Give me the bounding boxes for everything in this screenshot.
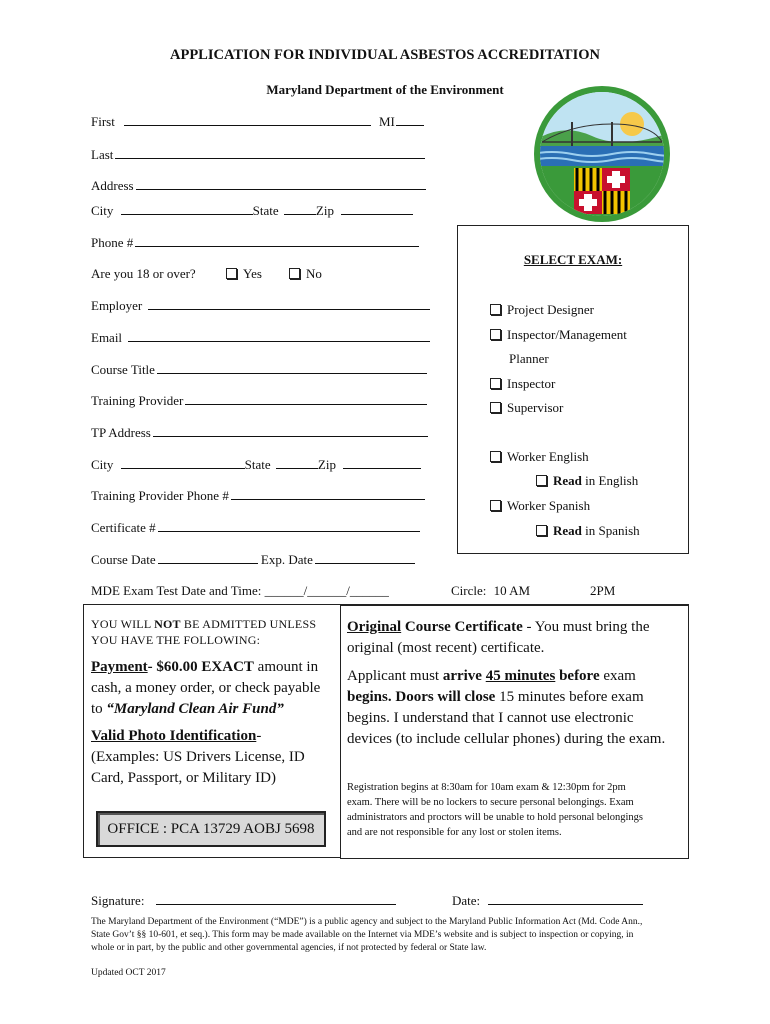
exam-option-worker-spanish[interactable]	[490, 498, 590, 514]
age-question-label: Are you 18 or over?	[91, 266, 196, 281]
checkbox-icon[interactable]	[490, 378, 501, 389]
tp-phone-label: Training Provider Phone #	[91, 488, 229, 503]
form-title: APPLICATION FOR INDIVIDUAL ASBESTOS ACCREDITATION	[170, 47, 600, 63]
read-english-option[interactable]	[536, 473, 638, 489]
exam-option-inspector-management[interactable]	[490, 327, 627, 343]
city-state-zip-row[interactable]	[91, 203, 413, 219]
signature-field[interactable]	[91, 893, 396, 909]
employer-label: Employer	[91, 298, 143, 313]
checkbox-icon[interactable]	[226, 268, 237, 279]
admission-requirements-box	[83, 604, 341, 858]
training-provider-label: Training Provider	[91, 393, 184, 408]
read-word: Read	[553, 523, 582, 538]
middle-initial-field[interactable]	[379, 114, 424, 130]
tp-address-label: TP Address	[91, 425, 151, 440]
exam-date-label: MDE Exam Test Date and Time:	[91, 583, 262, 598]
employer-field[interactable]	[91, 298, 430, 314]
read-word: Read	[553, 473, 582, 488]
certificate-label: Certificate #	[91, 520, 156, 535]
original-certificate-note: Original Course Certificate - You must bring the original (most recent) certificate.	[347, 619, 650, 656]
select-exam-box	[457, 225, 689, 554]
tp-zip-label: Zip	[317, 457, 336, 472]
phone-field[interactable]	[91, 235, 419, 251]
tp-phone-field[interactable]	[91, 488, 425, 504]
course-date-label: Course Date	[91, 552, 156, 567]
exam-option-project-designer[interactable]	[490, 302, 594, 318]
exam-option-inspector[interactable]	[490, 376, 555, 392]
zip-label: Zip	[315, 203, 334, 218]
no-label: No	[306, 266, 322, 281]
payment-info: Payment- $60.00 EXACT amount in cash, a money order, or check payable to “Maryland Clean Air Fund”	[91, 659, 321, 717]
circle-label: Circle:	[451, 583, 487, 598]
last-name-label: Last	[91, 147, 114, 162]
time-pm-option[interactable]: 2PM	[590, 583, 616, 598]
exam-option-worker-english[interactable]	[490, 449, 589, 465]
age-question	[91, 266, 196, 282]
middle-initial-label: MI	[379, 114, 395, 129]
arrival-note: Applicant must arrive 45 minutes before exam begins. Doors will close 15 minutes before exam begins. I understand that I cannot use electronic devices (to include cellular phones) during the exam.	[347, 668, 666, 747]
checkbox-icon[interactable]	[490, 304, 501, 315]
tp-city-label: City	[91, 457, 114, 472]
phone-label: Phone #	[91, 235, 134, 250]
address-field[interactable]	[91, 178, 426, 194]
training-provider-field[interactable]	[91, 393, 427, 409]
photo-id-info: Valid Photo Identification- (Examples: US Drivers License, ID Card, Passport, or Military ID)	[91, 728, 305, 786]
course-title-label: Course Title	[91, 362, 155, 377]
yes-label: Yes	[243, 266, 262, 281]
updated-date: Updated OCT 2017	[91, 968, 166, 978]
exam-date-row[interactable]	[91, 583, 389, 599]
option-label: Project Designer	[507, 302, 595, 317]
course-exp-date-row[interactable]	[91, 552, 415, 568]
option-label: Worker Spanish	[507, 498, 591, 513]
mde-logo	[532, 84, 672, 224]
tp-address-field[interactable]	[91, 425, 428, 441]
address-label: Address	[91, 178, 134, 193]
registration-note: Registration begins at 8:30am for 10am exam & 12:30pm for 2pm exam. There will be no lockers to secure personal belongings. Exam administrators and proctors will be unable to hold personal belongings and are not responsible for any lost or stolen items.	[347, 782, 643, 838]
time-am-option[interactable]: 10 AM	[493, 583, 531, 598]
exam-date-blanks[interactable]: ______/______/______	[264, 583, 389, 598]
office-code-box: OFFICE : PCA 13729 AOBJ 5698	[96, 811, 326, 847]
last-name-field[interactable]	[91, 147, 425, 163]
tp-city-state-zip-row[interactable]	[91, 457, 421, 473]
public-info-disclaimer: The Maryland Department of the Environment (“MDE”) is a public agency and subject to the Maryland Public Information Act (Md. Code Ann., State Gov’t §§ 10-601, et seq.). This form may be made available on the Internet via MDE’s website and is subject to inspection or copying, in whole or in part, by the public and other governmental agencies, if not protected by federal or State law.	[91, 917, 643, 953]
checkbox-icon[interactable]	[490, 500, 501, 511]
date-field[interactable]	[452, 893, 643, 909]
checkbox-icon[interactable]	[490, 402, 501, 413]
option-label: Supervisor	[507, 400, 564, 415]
exp-date-label: Exp. Date	[260, 552, 313, 567]
first-name-label: First	[91, 114, 115, 129]
read-spanish-label: in Spanish	[585, 523, 640, 538]
first-name-field[interactable]	[91, 114, 371, 130]
email-label: Email	[91, 330, 123, 345]
date-label: Date:	[452, 893, 481, 908]
option-label: Worker English	[507, 449, 589, 464]
read-english-label: in English	[585, 473, 639, 488]
admission-notice: YOU WILL NOT BE ADMITTED UNLESS YOU HAVE THE FOLLOWING:	[91, 617, 317, 647]
exam-option-planner-label: Planner	[509, 351, 549, 366]
course-title-field[interactable]	[91, 362, 427, 378]
checkbox-icon[interactable]	[536, 475, 547, 486]
certificate-field[interactable]	[91, 520, 420, 536]
checkbox-icon[interactable]	[536, 525, 547, 536]
exam-instructions-box	[340, 604, 689, 859]
option-label: Inspector	[507, 376, 556, 391]
agency-name: Maryland Department of the Environment	[266, 82, 504, 97]
tp-state-label: State	[244, 457, 271, 472]
email-field[interactable]	[91, 330, 430, 346]
option-label: Inspector/Management	[507, 327, 627, 342]
checkbox-icon[interactable]	[490, 451, 501, 462]
checkbox-icon[interactable]	[289, 268, 300, 279]
select-exam-title: SELECT EXAM:	[523, 252, 623, 267]
state-label: State	[252, 203, 279, 218]
age-no-option[interactable]	[289, 266, 322, 282]
exam-time-circle	[451, 583, 530, 599]
checkbox-icon[interactable]	[490, 329, 501, 340]
city-label: City	[91, 203, 114, 218]
signature-label: Signature:	[91, 893, 145, 908]
read-spanish-option[interactable]	[536, 523, 640, 539]
age-yes-option[interactable]	[226, 266, 262, 282]
exam-option-supervisor[interactable]	[490, 400, 563, 416]
